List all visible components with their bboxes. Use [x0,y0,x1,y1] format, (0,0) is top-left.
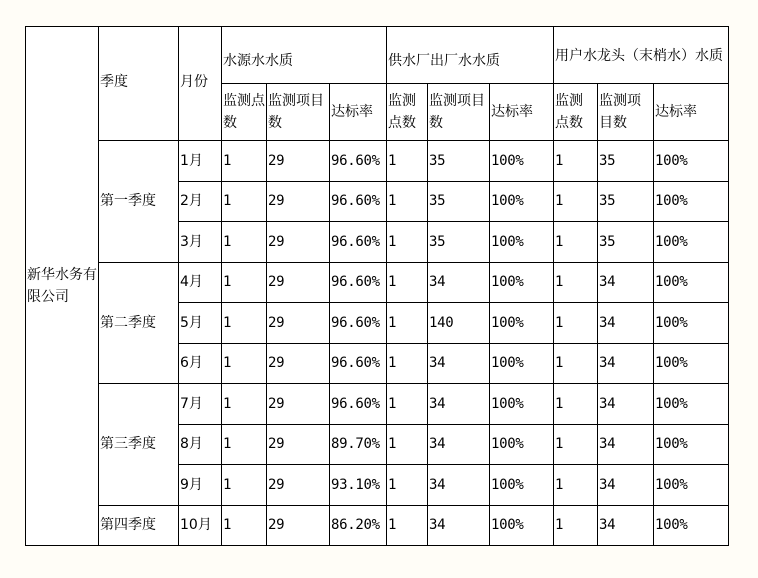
month-cell: 4月 [179,262,222,303]
tap-items-cell: 34 [598,465,654,506]
src-rate-cell: 96.60% [330,222,387,263]
month-cell: 2月 [179,181,222,222]
plant-rate-cell: 100% [490,181,554,222]
tap-rate-cell: 100% [654,141,729,182]
src-points-cell: 1 [222,465,267,506]
plant-rate-cell: 100% [490,141,554,182]
month-cell: 1月 [179,141,222,182]
plant-items-cell: 34 [428,384,490,425]
tap-points-cell: 1 [554,262,598,303]
src-items-cell: 29 [267,384,330,425]
tap-items-header: 监测项目数 [598,84,654,141]
src-rate-cell: 96.60% [330,181,387,222]
tap-points-cell: 1 [554,141,598,182]
src-rate-cell: 89.70% [330,424,387,465]
src-items-cell: 29 [267,303,330,344]
plant-items-cell: 34 [428,505,490,546]
src-points-cell: 1 [222,141,267,182]
plant-rate-cell: 100% [490,384,554,425]
tap-rate-cell: 100% [654,222,729,263]
tap-rate-cell: 100% [654,505,729,546]
table-row [26,141,729,182]
quarter-cell: 第三季度 [99,384,179,506]
month-cell: 5月 [179,303,222,344]
plant-rate-cell: 100% [490,465,554,506]
src-points-cell: 1 [222,303,267,344]
src-points-cell: 1 [222,424,267,465]
plant-points-cell: 1 [387,424,428,465]
tap-points-cell: 1 [554,343,598,384]
plant-items-cell: 34 [428,424,490,465]
plant-items-cell: 140 [428,303,490,344]
month-cell: 6月 [179,343,222,384]
src-rate-cell: 96.60% [330,303,387,344]
tap-rate-cell: 100% [654,465,729,506]
src-items-cell: 29 [267,141,330,182]
src-items-cell: 29 [267,181,330,222]
plant-rate-cell: 100% [490,505,554,546]
table-row [26,262,729,303]
month-cell: 10月 [179,505,222,546]
tap-points-cell: 1 [554,384,598,425]
tap-water-header: 用户水龙头（末梢水）水质 [554,27,729,84]
tap-points-cell: 1 [554,465,598,506]
plant-points-cell: 1 [387,181,428,222]
tap-items-cell: 35 [598,141,654,182]
tap-items-cell: 35 [598,222,654,263]
src-items-cell: 29 [267,424,330,465]
water-quality-table [25,26,729,546]
quarter-cell: 第四季度 [99,505,179,546]
company-cell: 新华水务有限公司 [26,27,99,546]
plant-items-cell: 34 [428,262,490,303]
src-rate-cell: 96.60% [330,262,387,303]
source-water-header: 水源水水质 [222,27,387,84]
month-cell: 7月 [179,384,222,425]
tap-points-cell: 1 [554,181,598,222]
quarter-cell: 第一季度 [99,141,179,263]
plant-items-cell: 35 [428,222,490,263]
plant-rate-header: 达标率 [490,84,554,141]
tap-rate-cell: 100% [654,262,729,303]
src-points-cell: 1 [222,222,267,263]
src-points-cell: 1 [222,262,267,303]
plant-points-cell: 1 [387,505,428,546]
plant-items-cell: 34 [428,465,490,506]
table-row [26,505,729,546]
plant-points-cell: 1 [387,384,428,425]
plant-rate-cell: 100% [490,424,554,465]
tap-items-cell: 34 [598,303,654,344]
plant-points-cell: 1 [387,262,428,303]
tap-items-cell: 35 [598,181,654,222]
month-cell: 3月 [179,222,222,263]
month-cell: 8月 [179,424,222,465]
plant-points-cell: 1 [387,141,428,182]
month-header: 月份 [179,27,222,141]
plant-points-cell: 1 [387,303,428,344]
plant-rate-cell: 100% [490,303,554,344]
plant-points-header: 监测点数 [387,84,428,141]
tap-items-cell: 34 [598,424,654,465]
src-rate-cell: 96.60% [330,141,387,182]
plant-rate-cell: 100% [490,222,554,263]
plant-items-cell: 35 [428,181,490,222]
src-items-cell: 29 [267,222,330,263]
tap-rate-cell: 100% [654,181,729,222]
plant-items-cell: 35 [428,141,490,182]
tap-rate-cell: 100% [654,424,729,465]
plant-rate-cell: 100% [490,343,554,384]
header-row-1 [26,27,729,84]
src-items-cell: 29 [267,262,330,303]
src-rate-cell: 86.20% [330,505,387,546]
src-points-cell: 1 [222,505,267,546]
src-items-cell: 29 [267,505,330,546]
tap-rate-cell: 100% [654,384,729,425]
src-points-cell: 1 [222,343,267,384]
plant-items-cell: 34 [428,343,490,384]
src-rate-cell: 96.60% [330,384,387,425]
tap-items-cell: 34 [598,505,654,546]
quarter-header: 季度 [99,27,179,141]
src-points-cell: 1 [222,181,267,222]
src-points-header: 监测点数 [222,84,267,141]
tap-points-cell: 1 [554,222,598,263]
tap-points-header: 监测点数 [554,84,598,141]
plant-items-header: 监测项目数 [428,84,490,141]
src-items-cell: 29 [267,343,330,384]
src-rate-cell: 96.60% [330,343,387,384]
plant-water-header: 供水厂出厂水水质 [387,27,554,84]
tap-items-cell: 34 [598,384,654,425]
src-rate-header: 达标率 [330,84,387,141]
tap-points-cell: 1 [554,424,598,465]
src-items-header: 监测项目数 [267,84,330,141]
tap-points-cell: 1 [554,505,598,546]
tap-rate-header: 达标率 [654,84,729,141]
plant-rate-cell: 100% [490,262,554,303]
tap-items-cell: 34 [598,262,654,303]
month-cell: 9月 [179,465,222,506]
tap-rate-cell: 100% [654,303,729,344]
src-points-cell: 1 [222,384,267,425]
quarter-cell: 第二季度 [99,262,179,384]
tap-items-cell: 34 [598,343,654,384]
tap-rate-cell: 100% [654,343,729,384]
src-rate-cell: 93.10% [330,465,387,506]
plant-points-cell: 1 [387,343,428,384]
plant-points-cell: 1 [387,465,428,506]
table-row [26,384,729,425]
plant-points-cell: 1 [387,222,428,263]
tap-points-cell: 1 [554,303,598,344]
src-items-cell: 29 [267,465,330,506]
